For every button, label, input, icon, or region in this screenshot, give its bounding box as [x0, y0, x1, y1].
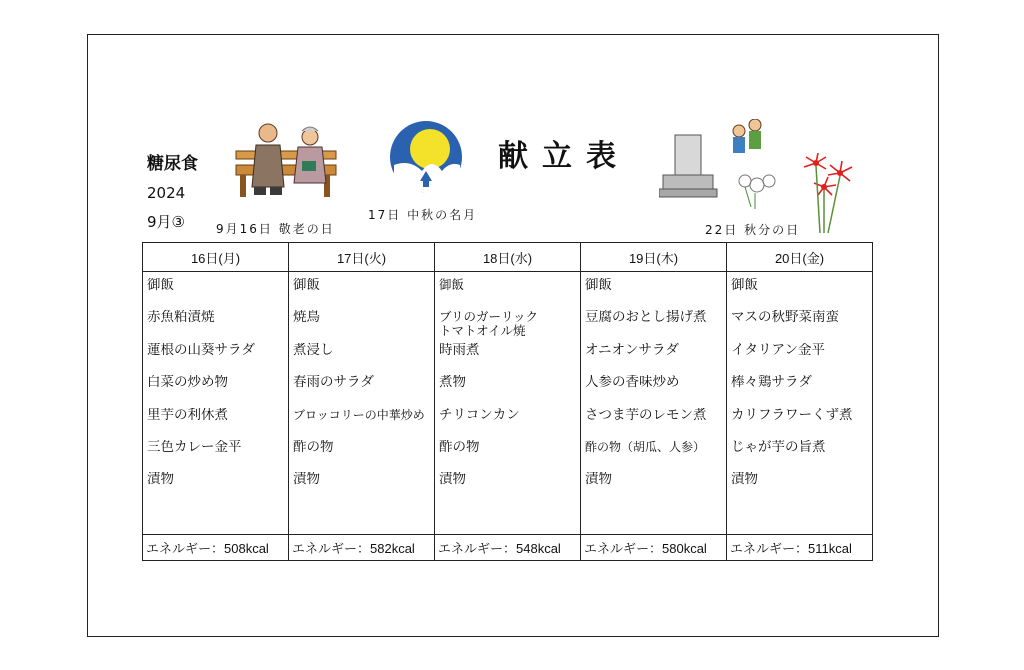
energy-thu: エネルギー：580kcal: [581, 535, 727, 561]
energy-row: [143, 535, 873, 561]
day-header-mon: 16日(月): [143, 243, 289, 272]
day-header-thu: 19日(木): [581, 243, 727, 272]
dish-item: 豆腐のおとし揚げ煮: [585, 310, 707, 325]
day-header-tue: 17日(火): [289, 243, 435, 272]
grave-visit-illustration: [659, 119, 789, 211]
day-header-wed: 18日(水): [435, 243, 581, 272]
dish-item: 棒々鶏サラダ: [731, 375, 812, 390]
dish-item: チリコンカン: [439, 407, 520, 422]
dish-item: さつま芋のレモン煮: [585, 407, 707, 422]
dishes-row: [143, 272, 873, 535]
dish-item: カリフラワーくず煮: [731, 407, 853, 422]
energy-fri: エネルギー：511kcal: [727, 535, 873, 561]
dish-item: ブリのガーリック トマトオイル焼: [439, 310, 564, 339]
elderly-couple-illustration: [234, 121, 338, 201]
dish-item: イタリアン金平: [731, 342, 825, 357]
dish-item: 酢の物: [439, 439, 480, 454]
dish-item: 御飯: [585, 278, 612, 292]
dish-item: 三色カレー金平: [147, 439, 242, 454]
dish-item: オニオンサラダ: [585, 342, 679, 357]
dishes-mon: [143, 272, 289, 535]
dish-item: 御飯: [147, 278, 174, 292]
dish-item: 御飯: [731, 278, 758, 292]
dish-item: 煮物: [439, 375, 466, 390]
dish-item: 御飯: [293, 278, 320, 292]
dish-item: じゃが芋の旨煮: [731, 439, 826, 454]
dish-item: 赤魚粕漬焼: [147, 310, 215, 325]
dish-item: 酢の物: [293, 439, 334, 454]
red-spider-lily-icon: [798, 153, 860, 237]
dish-item: 白菜の炒め物: [147, 375, 228, 390]
dish-item: 蓮根の山葵サラダ: [147, 342, 255, 357]
dish-item: ブロッコリーの中華炒め: [293, 407, 425, 422]
day-header-row: [143, 243, 873, 272]
dish-item: 時雨煮: [439, 342, 480, 357]
dish-item: 漬物: [439, 472, 466, 487]
month-week: 9月③: [147, 213, 185, 231]
page-title: 献立表: [498, 139, 630, 174]
energy-tue: エネルギー：582kcal: [289, 535, 435, 561]
dish-item: 漬物: [585, 472, 612, 487]
dish-item: 焼鳥: [293, 310, 320, 325]
dish-item: 人参の香味炒め: [585, 375, 680, 390]
note-respect-for-aged-day: 9月16日 敬老の日: [216, 222, 335, 236]
dishes-thu: [581, 272, 727, 535]
dish-item: 煮浸し: [293, 342, 334, 357]
dishes-tue: [289, 272, 435, 535]
energy-mon: エネルギー：508kcal: [143, 535, 289, 561]
note-autumn-equinox: 22日 秋分の日: [705, 223, 801, 237]
day-header-fri: 20日(金): [727, 243, 873, 272]
dish-item: 御飯: [439, 278, 465, 292]
diet-type: 糖尿食: [147, 154, 198, 174]
dish-item: 漬物: [147, 472, 174, 487]
menu-table: [142, 242, 873, 561]
menu-sheet: [87, 34, 939, 637]
moon-emblem-icon: [386, 119, 466, 195]
dish-item: 酢の物（胡瓜、人参）: [585, 439, 706, 454]
dishes-wed: [435, 272, 581, 535]
dish-item: マスの秋野菜南蛮: [731, 310, 839, 325]
energy-wed: エネルギー：548kcal: [435, 535, 581, 561]
dish-item: 漬物: [293, 472, 320, 487]
year: 2024: [147, 184, 186, 202]
dish-item: 里芋の利休煮: [147, 407, 228, 422]
dish-item: 春雨のサラダ: [293, 375, 374, 390]
note-harvest-moon: 17日 中秋の名月: [368, 208, 478, 222]
dish-item: 漬物: [731, 472, 758, 487]
dishes-fri: [727, 272, 873, 535]
